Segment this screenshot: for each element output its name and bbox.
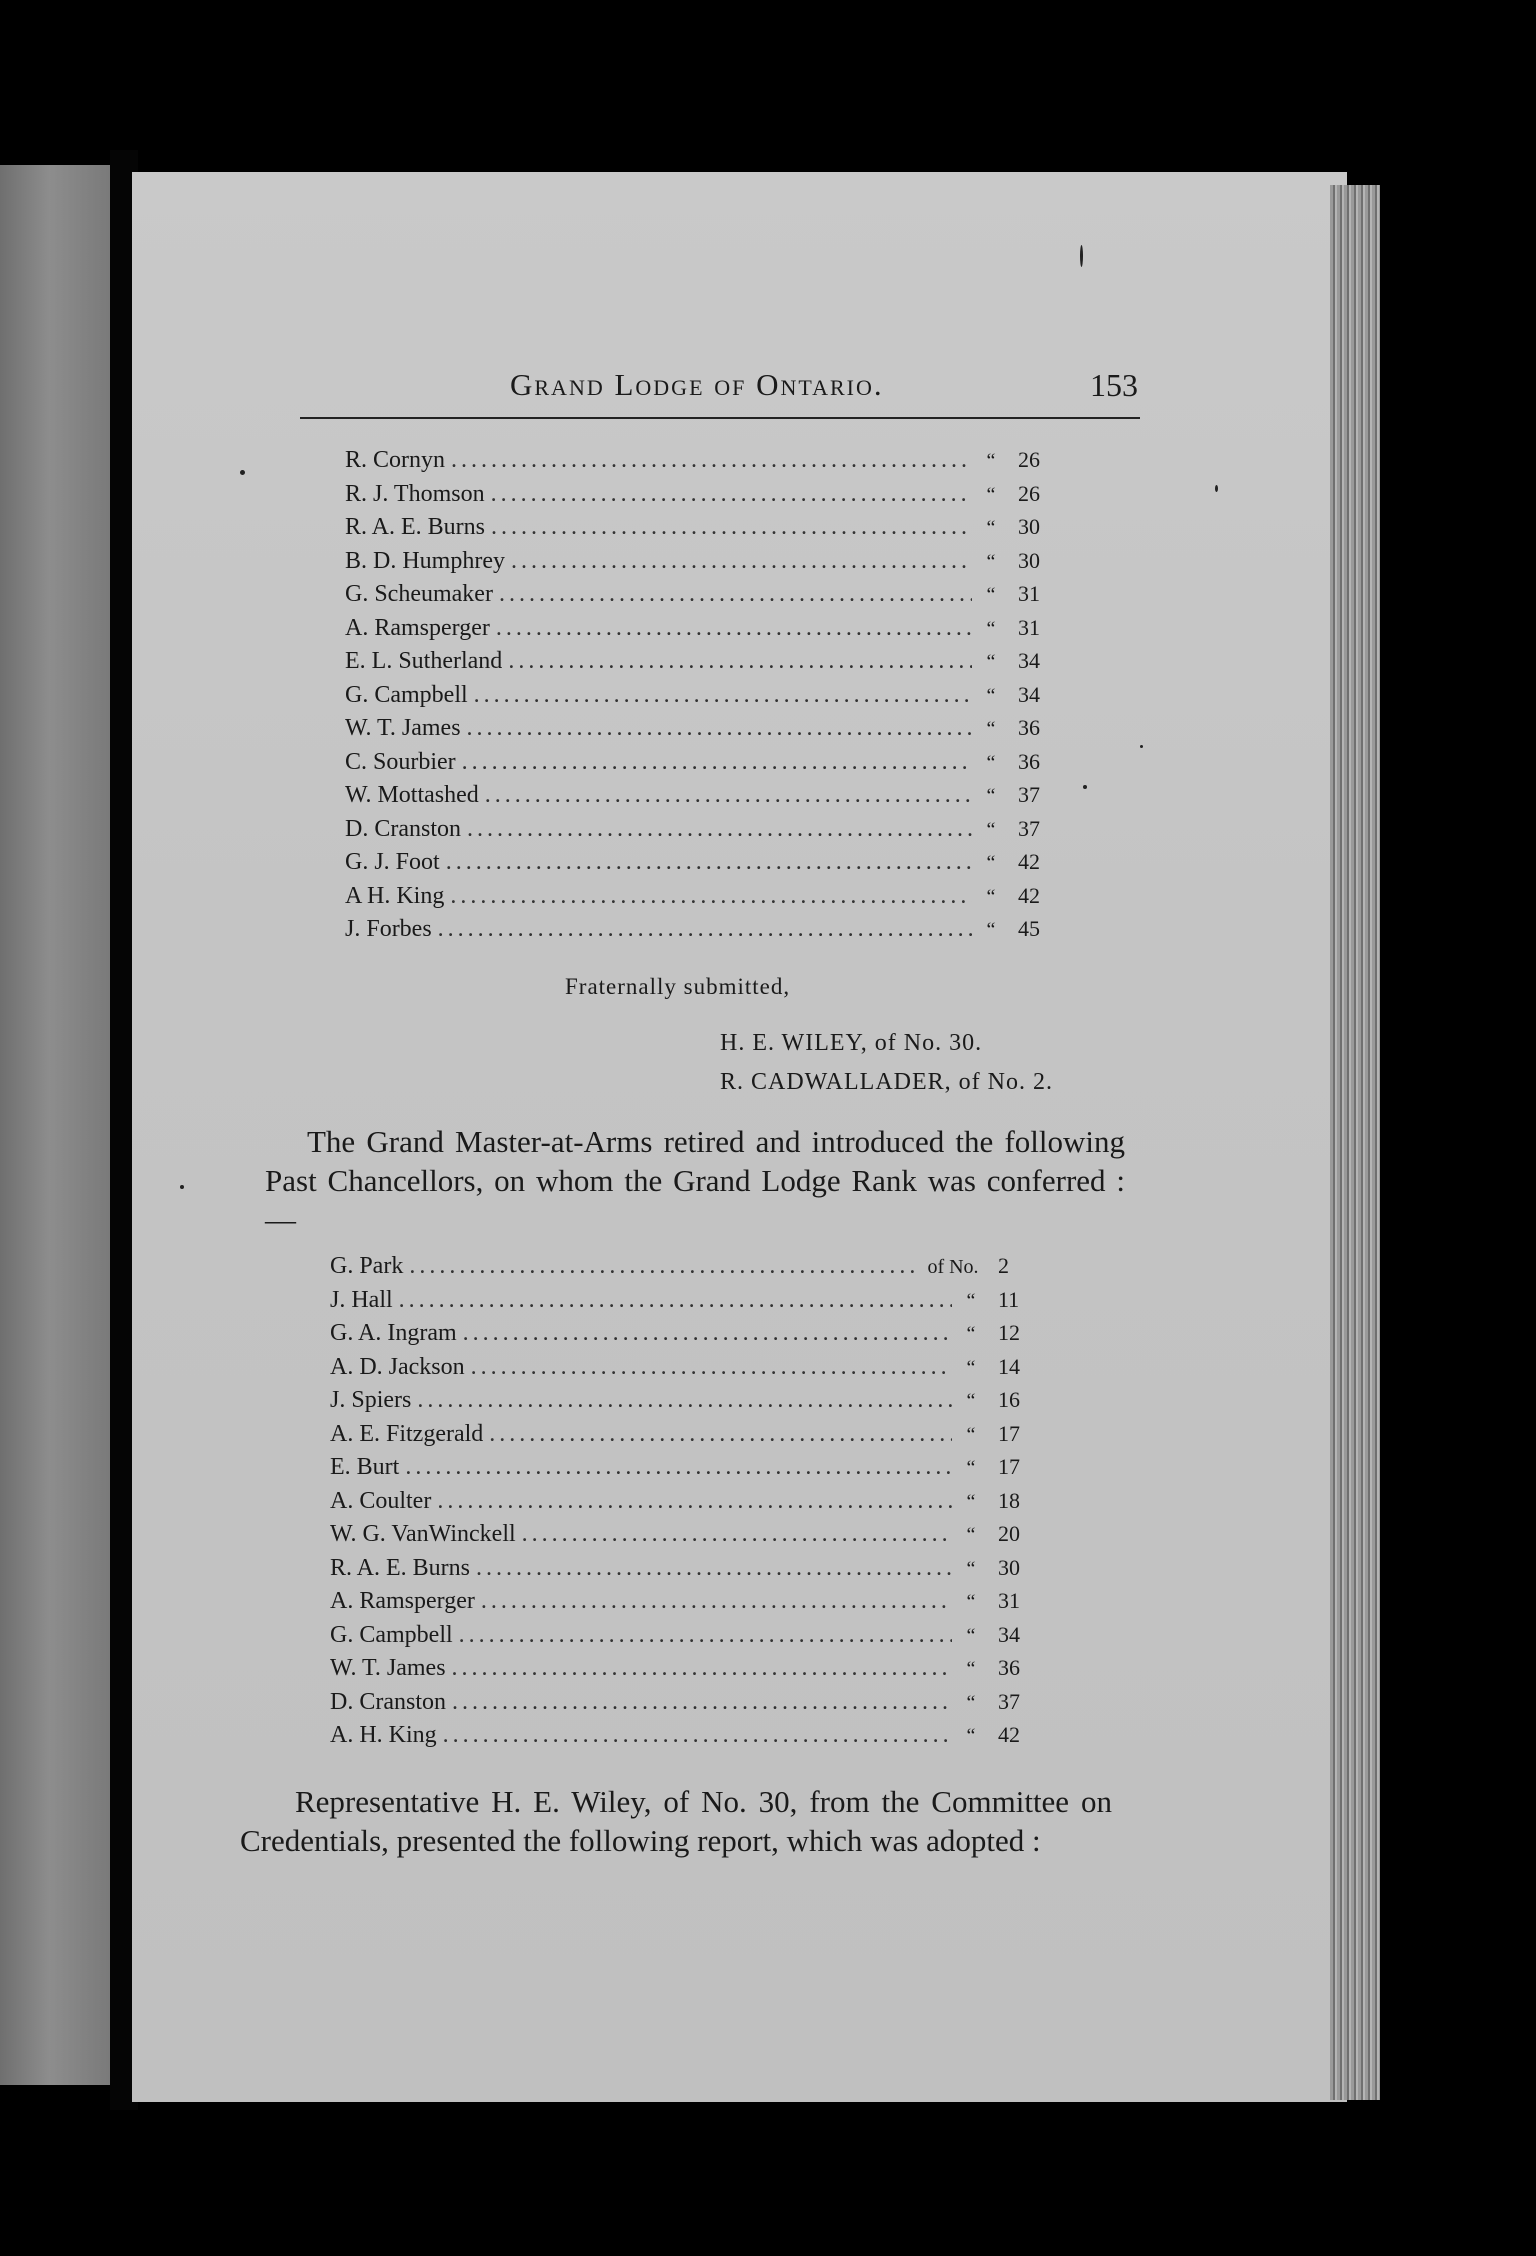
list-item bbox=[345, 481, 1070, 515]
ditto-mark: “ bbox=[986, 751, 996, 774]
ditto-mark: “ bbox=[986, 550, 996, 573]
running-head bbox=[300, 367, 1140, 419]
lodge-number: 36 bbox=[998, 1655, 1020, 1680]
list-item bbox=[330, 1320, 1050, 1354]
page-number: 153 bbox=[1090, 367, 1138, 403]
lodge-number: 34 bbox=[998, 1621, 1020, 1647]
lodge-number: 45 bbox=[1018, 916, 1040, 941]
entry-name: E. Burt bbox=[330, 1454, 400, 1480]
paragraph: The Grand Master-at-Arms retired and introduced the following Past Chancellors, on whom the Grand Lodge Rank was conferred :— bbox=[265, 1124, 1125, 1237]
entry-name: E. L. Sutherland bbox=[345, 648, 503, 674]
list-item bbox=[345, 615, 1070, 649]
ditto-mark: “ bbox=[986, 450, 996, 472]
running-title: Grand Lodge of Ontario. bbox=[510, 367, 884, 402]
lodge-number: 37 bbox=[1018, 782, 1040, 807]
leader-dots bbox=[476, 1555, 952, 1582]
entry-name: A. H. King bbox=[330, 1722, 437, 1748]
list-item bbox=[330, 1354, 1050, 1388]
list-item bbox=[330, 1521, 1050, 1555]
entry-name: J. Forbes bbox=[345, 916, 432, 942]
entry-name: W. Mottashed bbox=[345, 782, 479, 808]
list-item bbox=[330, 1555, 1050, 1589]
leader-dots bbox=[437, 1488, 952, 1515]
ditto-mark: of No. bbox=[927, 1256, 979, 1278]
ink-speck bbox=[1140, 745, 1143, 748]
entry-name: D. Cranston bbox=[330, 1688, 446, 1715]
facing-page-edge bbox=[0, 165, 110, 2085]
entry-name: A. D. Jackson bbox=[330, 1353, 465, 1380]
list-item bbox=[330, 1622, 1050, 1656]
ditto-mark: “ bbox=[966, 1289, 976, 1312]
entry-name: G. A. Ingram bbox=[330, 1320, 457, 1346]
leader-dots bbox=[467, 816, 972, 843]
leader-dots bbox=[511, 548, 972, 575]
list-item bbox=[345, 883, 1070, 917]
entry-name: J. Hall bbox=[330, 1286, 393, 1313]
list-item bbox=[330, 1689, 1050, 1723]
entry-name: B. D. Humphrey bbox=[345, 547, 505, 574]
lodge-number: 34 bbox=[1018, 648, 1040, 673]
entry-name: A H. King bbox=[345, 882, 445, 909]
list-item bbox=[345, 682, 1070, 716]
ink-speck bbox=[1215, 485, 1218, 492]
entry-name: D. Cranston bbox=[345, 815, 461, 842]
ditto-mark: “ bbox=[986, 584, 996, 606]
lodge-number: 36 bbox=[1018, 715, 1040, 740]
leader-dots bbox=[451, 447, 972, 474]
leader-dots bbox=[462, 749, 972, 776]
entry-name: W. G. VanWinckell bbox=[330, 1521, 516, 1547]
leader-dots bbox=[459, 1622, 952, 1649]
leader-dots bbox=[491, 481, 972, 508]
lodge-number: 42 bbox=[998, 1722, 1020, 1747]
leader-dots bbox=[499, 581, 972, 608]
ink-speck bbox=[1083, 785, 1087, 789]
entry-name: G. Scheumaker bbox=[345, 581, 493, 607]
closing-line: Fraternally submitted, bbox=[565, 974, 791, 999]
entry-name: R. Cornyn bbox=[345, 447, 446, 473]
leader-dots bbox=[446, 849, 972, 876]
list-item bbox=[345, 514, 1070, 548]
ink-speck bbox=[240, 470, 245, 475]
entry-name: G. Campbell bbox=[345, 681, 468, 708]
leader-dots bbox=[399, 1287, 952, 1314]
list-item bbox=[345, 782, 1070, 816]
signature: H. E. WILEY, of No. 30. bbox=[720, 1030, 983, 1056]
entry-name: A. E. Fitzgerald bbox=[330, 1420, 484, 1447]
lodge-number: 31 bbox=[1018, 581, 1040, 606]
lodge-number: 18 bbox=[998, 1487, 1020, 1513]
entry-name: A. Ramsperger bbox=[330, 1588, 475, 1614]
list-item bbox=[330, 1588, 1050, 1622]
list-item bbox=[345, 849, 1070, 883]
ditto-mark: “ bbox=[966, 1423, 976, 1446]
ditto-mark: “ bbox=[966, 1524, 976, 1546]
ditto-mark: “ bbox=[966, 1323, 976, 1345]
lodge-number: 37 bbox=[998, 1688, 1020, 1714]
leader-dots bbox=[489, 1421, 952, 1448]
list-item bbox=[330, 1488, 1050, 1522]
ditto-mark: “ bbox=[966, 1691, 976, 1714]
ditto-mark: “ bbox=[966, 1658, 976, 1680]
leader-dots bbox=[438, 916, 972, 943]
lodge-number: 34 bbox=[1018, 681, 1040, 707]
lodge-number: 31 bbox=[998, 1588, 1020, 1613]
lodge-number: 11 bbox=[998, 1286, 1020, 1312]
signature: R. CADWALLADER, of No. 2. bbox=[720, 1069, 1053, 1095]
list-item bbox=[330, 1387, 1050, 1421]
lodge-number: 20 bbox=[998, 1521, 1020, 1546]
ink-speck bbox=[180, 1185, 184, 1189]
list-item bbox=[345, 548, 1070, 582]
list-item bbox=[345, 648, 1070, 682]
leader-dots bbox=[481, 1588, 952, 1615]
list-item bbox=[345, 581, 1070, 615]
entry-name: W. T. James bbox=[345, 715, 461, 741]
entry-name: A. Ramsperger bbox=[345, 614, 490, 641]
leader-dots bbox=[463, 1320, 952, 1347]
list-item bbox=[330, 1454, 1050, 1488]
ditto-mark: “ bbox=[966, 1725, 976, 1747]
leader-dots bbox=[485, 782, 972, 809]
ink-speck bbox=[1080, 245, 1083, 267]
list-item bbox=[330, 1421, 1050, 1455]
ditto-mark: “ bbox=[986, 919, 996, 941]
lodge-number: 37 bbox=[1018, 815, 1040, 841]
leader-dots bbox=[417, 1387, 952, 1414]
ditto-mark: “ bbox=[986, 718, 996, 740]
ditto-mark: “ bbox=[966, 1624, 976, 1647]
list-item bbox=[345, 715, 1070, 749]
ditto-mark: “ bbox=[986, 517, 996, 539]
leader-dots bbox=[443, 1722, 952, 1749]
list-item bbox=[330, 1655, 1050, 1689]
leader-dots bbox=[409, 1253, 916, 1280]
paragraph: Representative H. E. Wiley, of No. 30, from the Committee on Credentials, presented the following report, which was adopted : bbox=[240, 1784, 1112, 1858]
ditto-mark: “ bbox=[986, 617, 996, 640]
committee-member-list bbox=[345, 447, 1070, 950]
entry-name: A. Coulter bbox=[330, 1487, 432, 1514]
ditto-mark: “ bbox=[966, 1356, 976, 1379]
ditto-mark: “ bbox=[986, 684, 996, 707]
lodge-number: 42 bbox=[1018, 882, 1040, 908]
lodge-number: 26 bbox=[1018, 480, 1040, 506]
leader-dots bbox=[522, 1521, 952, 1548]
ditto-mark: “ bbox=[966, 1457, 976, 1479]
list-item bbox=[345, 447, 1070, 481]
lodge-number: 16 bbox=[998, 1387, 1020, 1412]
list-item bbox=[345, 916, 1070, 950]
ditto-mark: “ bbox=[986, 852, 996, 874]
list-item bbox=[330, 1253, 1050, 1287]
list-item bbox=[345, 816, 1070, 850]
ditto-mark: “ bbox=[966, 1390, 976, 1412]
lodge-number: 2 bbox=[998, 1253, 1009, 1278]
entry-name: G. J. Foot bbox=[345, 849, 440, 875]
entry-name: C. Sourbier bbox=[345, 748, 456, 775]
ditto-mark: “ bbox=[966, 1591, 976, 1613]
leader-dots bbox=[450, 883, 972, 910]
leader-dots bbox=[508, 648, 972, 675]
lodge-number: 14 bbox=[998, 1353, 1020, 1379]
entry-name: W. T. James bbox=[330, 1655, 446, 1681]
leader-dots bbox=[405, 1454, 952, 1481]
ditto-mark: “ bbox=[986, 483, 996, 506]
leader-dots bbox=[496, 615, 972, 642]
lodge-number: 30 bbox=[1018, 547, 1040, 573]
page-block-edge bbox=[1330, 185, 1380, 2100]
lodge-number: 17 bbox=[998, 1454, 1020, 1479]
lodge-number: 42 bbox=[1018, 849, 1040, 874]
lodge-number: 30 bbox=[998, 1554, 1020, 1580]
past-chancellors-list bbox=[330, 1253, 1050, 1756]
lodge-number: 31 bbox=[1018, 614, 1040, 640]
lodge-number: 17 bbox=[998, 1420, 1020, 1446]
leader-dots bbox=[491, 514, 972, 541]
ditto-mark: “ bbox=[986, 651, 996, 673]
entry-name: R. A. E. Burns bbox=[345, 514, 486, 540]
entry-name: R. J. Thomson bbox=[345, 480, 485, 507]
leader-dots bbox=[452, 1689, 952, 1716]
ditto-mark: “ bbox=[986, 885, 996, 908]
lodge-number: 26 bbox=[1018, 447, 1040, 472]
lodge-number: 30 bbox=[1018, 514, 1040, 539]
lodge-number: 36 bbox=[1018, 748, 1040, 774]
leader-dots bbox=[474, 682, 972, 709]
leader-dots bbox=[471, 1354, 952, 1381]
list-item bbox=[330, 1722, 1050, 1756]
ditto-mark: “ bbox=[966, 1490, 976, 1513]
ditto-mark: “ bbox=[986, 818, 996, 841]
ditto-mark: “ bbox=[966, 1557, 976, 1580]
leader-dots bbox=[467, 715, 972, 742]
list-item bbox=[345, 749, 1070, 783]
entry-name: R. A. E. Burns bbox=[330, 1554, 471, 1581]
lodge-number: 12 bbox=[998, 1320, 1020, 1345]
entry-name: G. Campbell bbox=[330, 1621, 453, 1648]
entry-name: J. Spiers bbox=[330, 1387, 412, 1413]
ditto-mark: “ bbox=[986, 785, 996, 807]
list-item bbox=[330, 1287, 1050, 1321]
leader-dots bbox=[452, 1655, 952, 1682]
entry-name: G. Park bbox=[330, 1253, 404, 1279]
